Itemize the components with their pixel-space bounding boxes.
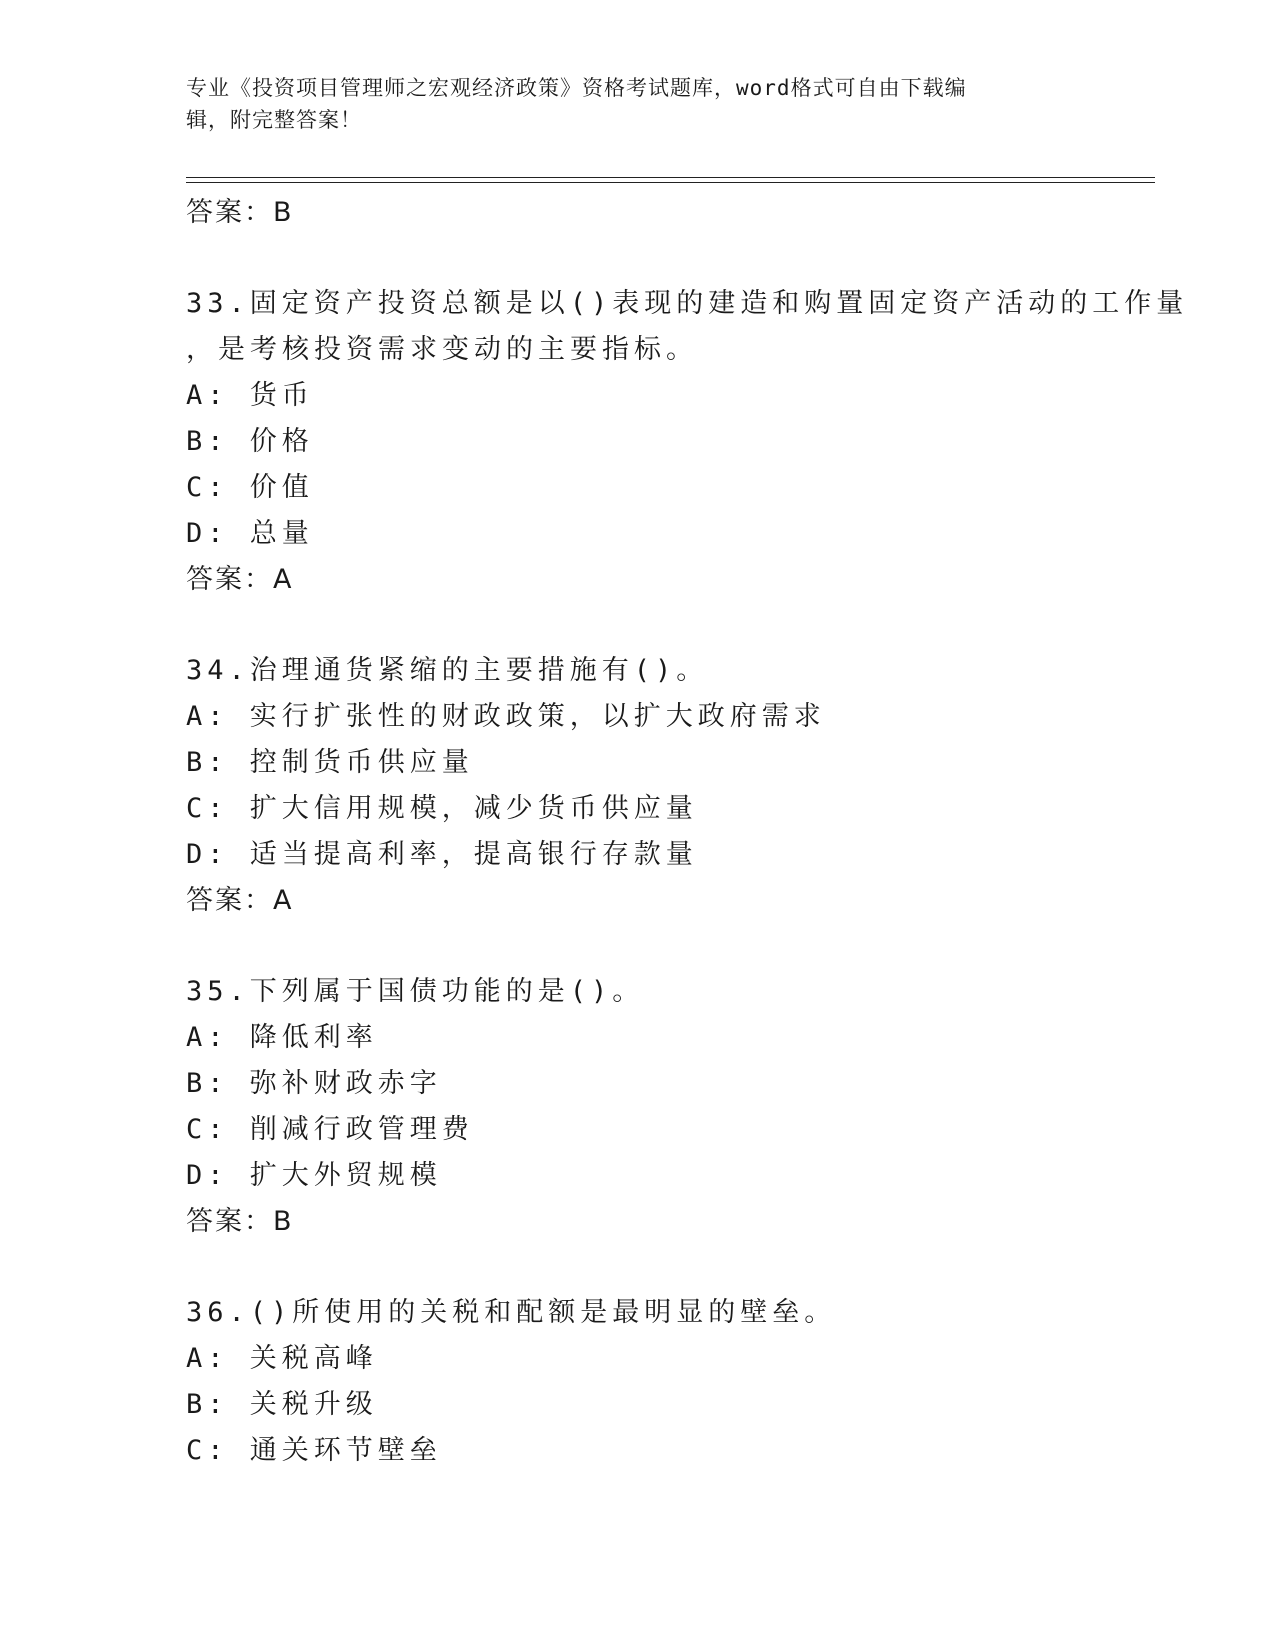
question-33: [186, 281, 1189, 603]
option-d: D: 适当提高利率，提高银行存款量: [186, 839, 698, 870]
question-34: [186, 648, 1106, 924]
option-b: B: 价格: [186, 426, 314, 457]
option-b: B: 弥补财政赤字: [186, 1068, 442, 1099]
option-b: B: 控制货币供应量: [186, 747, 474, 778]
question-stem: 36.()所使用的关税和配额是最明显的壁垒。: [186, 1297, 837, 1328]
option-a: A: 关税高峰: [186, 1343, 378, 1374]
option-c: C: 通关环节壁垒: [186, 1435, 442, 1466]
option-a: A: 实行扩张性的财政政策，以扩大政府需求: [186, 701, 826, 732]
question-stem-continued: ，是考核投资需求变动的主要指标。: [186, 334, 698, 365]
header-line-1: 专业《投资项目管理师之宏观经济政策》资格考试题库，word格式可自由下载编: [186, 76, 967, 100]
option-c: C: 削减行政管理费: [186, 1114, 474, 1145]
document-header: [186, 72, 1086, 136]
option-d: D: 扩大外贸规模: [186, 1160, 442, 1191]
header-divider-bottom: [186, 182, 1155, 183]
answer: 答案：A: [186, 885, 294, 916]
option-a: A: 货币: [186, 380, 314, 411]
previous-answer: 答案：B: [186, 197, 294, 228]
header-line-2: 辑，附完整答案！: [186, 108, 362, 132]
answer: 答案：A: [186, 564, 294, 595]
question-35: [186, 969, 1106, 1245]
header-divider-top: [186, 177, 1155, 178]
question-list: [186, 190, 1189, 1474]
question-36: [186, 1290, 1106, 1474]
option-d: D: 总量: [186, 518, 314, 549]
option-a: A: 降低利率: [186, 1022, 378, 1053]
question-stem: 33.固定资产投资总额是以()表现的建造和购置固定资产活动的工作量: [186, 288, 1189, 319]
option-c: C: 价值: [186, 472, 314, 503]
question-stem: 35.下列属于国债功能的是()。: [186, 976, 645, 1007]
question-stem: 34.治理通货紧缩的主要措施有()。: [186, 655, 709, 686]
answer: 答案：B: [186, 1206, 294, 1237]
option-b: B: 关税升级: [186, 1389, 378, 1420]
option-c: C: 扩大信用规模，减少货币供应量: [186, 793, 698, 824]
